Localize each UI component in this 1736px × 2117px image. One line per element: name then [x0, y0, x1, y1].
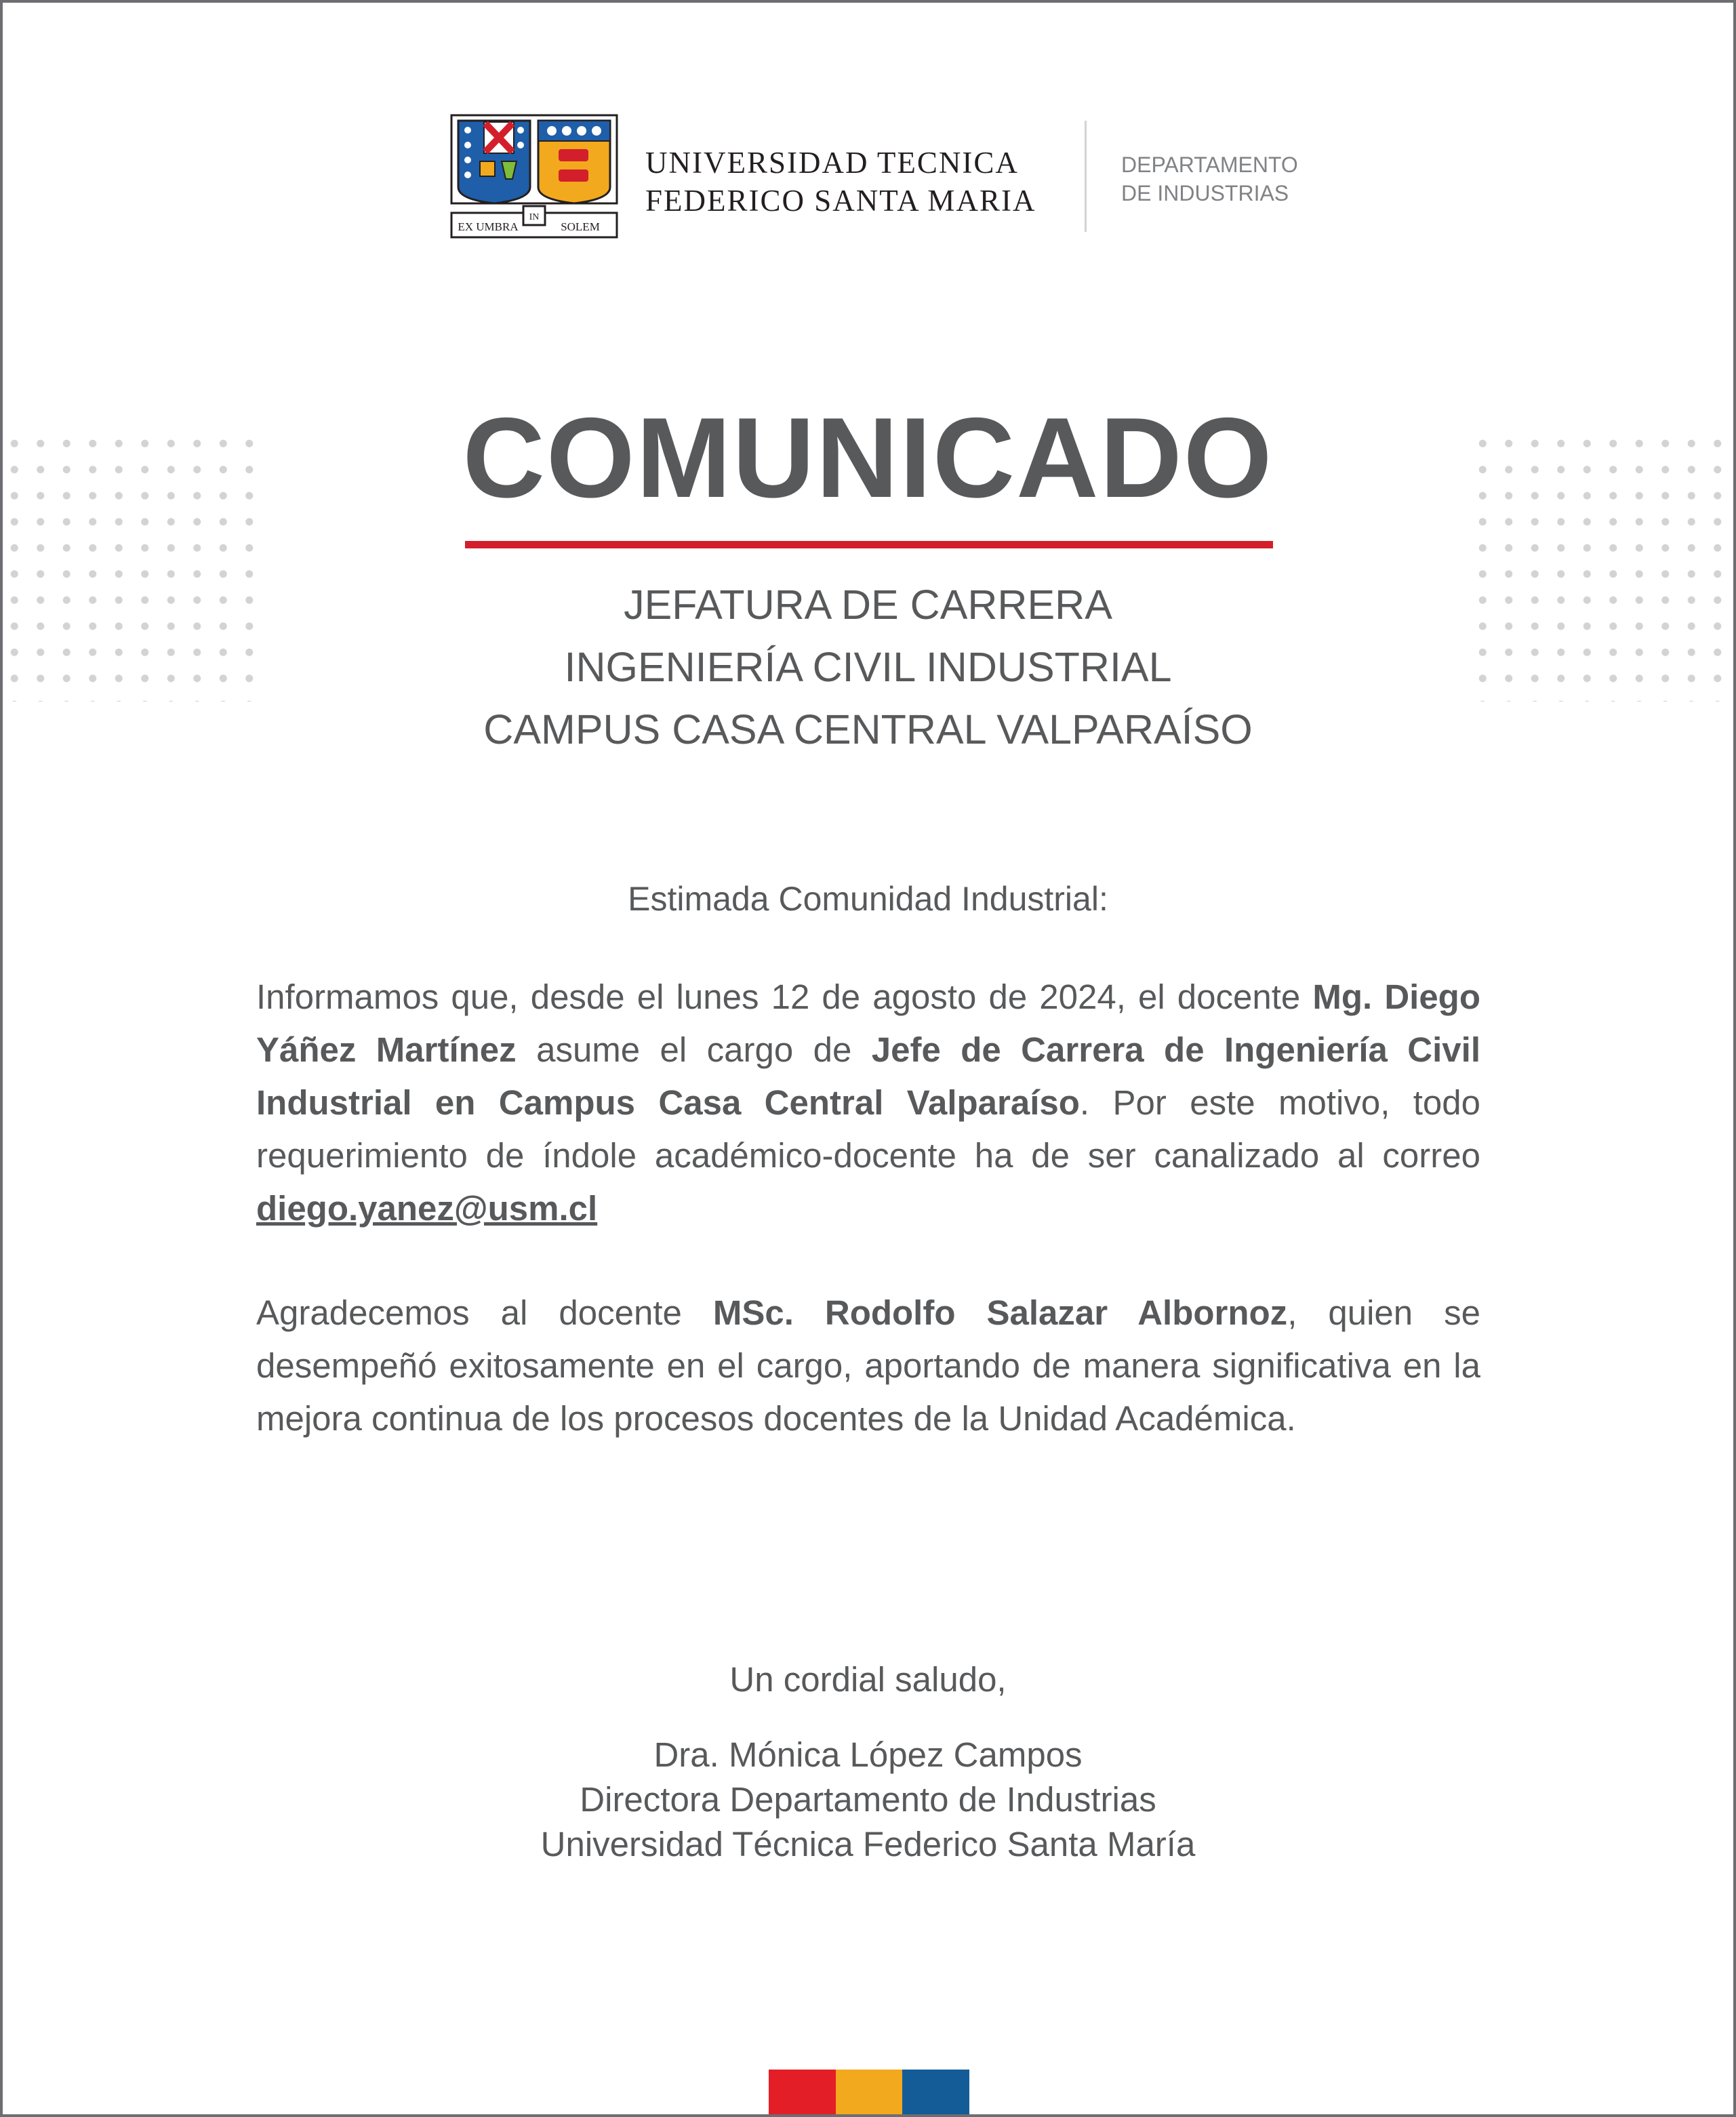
new-head-name: Mg. Diego Yáñez Martínez	[256, 977, 1480, 1069]
department-name	[1121, 150, 1298, 207]
announcement-paragraph	[256, 971, 1480, 1235]
crest-motto-left: EX UMBRA	[458, 220, 519, 233]
former-head-name: MSc. Rodolfo Salazar Albornoz	[712, 1293, 1288, 1332]
university-name-line2: FEDERICO SANTA MARIA	[645, 184, 1036, 218]
color-bar-red	[769, 2070, 836, 2114]
closing: Un cordial saludo,	[729, 1660, 1007, 1699]
paragraph-text: . Por este motivo, todo requerimiento de índole académico-docente ha de ser canalizado al correo	[256, 1083, 1480, 1175]
department-name-line1: DEPARTAMENTO	[1121, 153, 1298, 177]
title-underline	[465, 541, 1273, 548]
paragraph-text: Informamos que, desde el lunes 12 de agosto de 2024, el docente	[256, 977, 1313, 1016]
paragraph-text: asume el cargo de	[516, 1030, 872, 1069]
greeting: Estimada Comunidad Industrial:	[628, 880, 1108, 918]
color-bar-blue	[902, 2070, 969, 2114]
subtitle-line: JEFATURA DE CARRERA	[624, 582, 1112, 628]
subtitle-line: CAMPUS CASA CENTRAL VALPARAÍSO	[483, 706, 1253, 752]
signature-institution: Universidad Técnica Federico Santa María	[540, 1825, 1196, 1863]
email-link[interactable]: diego.yanez@usm.cl	[256, 1189, 598, 1228]
signature-block	[0, 1733, 1736, 1867]
paragraph-text: , quien se desempeñó exitosamente en el cargo, aportando de manera significativa en la mejora continua de los procesos docentes de la Unidad Académica.	[256, 1293, 1481, 1438]
university-crest-logo	[450, 114, 618, 241]
subtitle-line: INGENIERÍA CIVIL INDUSTRIAL	[564, 644, 1172, 690]
subtitle	[0, 573, 1736, 761]
signature-role: Directora Departamento de Industrias	[580, 1780, 1156, 1819]
university-name	[645, 144, 1036, 220]
signature-name: Dra. Mónica López Campos	[653, 1735, 1083, 1774]
acknowledgement-paragraph	[256, 1287, 1480, 1445]
header-divider	[1085, 121, 1087, 232]
crest-motto-right: SOLEM	[561, 220, 600, 233]
position-title: Jefe de Carrera de Ingeniería Civil Industrial en Campus Casa Central Valparaíso	[256, 1030, 1480, 1122]
crest-motto-center: IN	[529, 212, 540, 222]
paragraph-text: Agradecemos al docente	[256, 1293, 713, 1332]
department-name-line2: DE INDUSTRIAS	[1121, 181, 1289, 205]
color-bar-yellow	[836, 2070, 902, 2114]
university-name-line1: UNIVERSIDAD TECNICA	[645, 146, 1019, 180]
page-title: COMUNICADO	[462, 394, 1274, 521]
